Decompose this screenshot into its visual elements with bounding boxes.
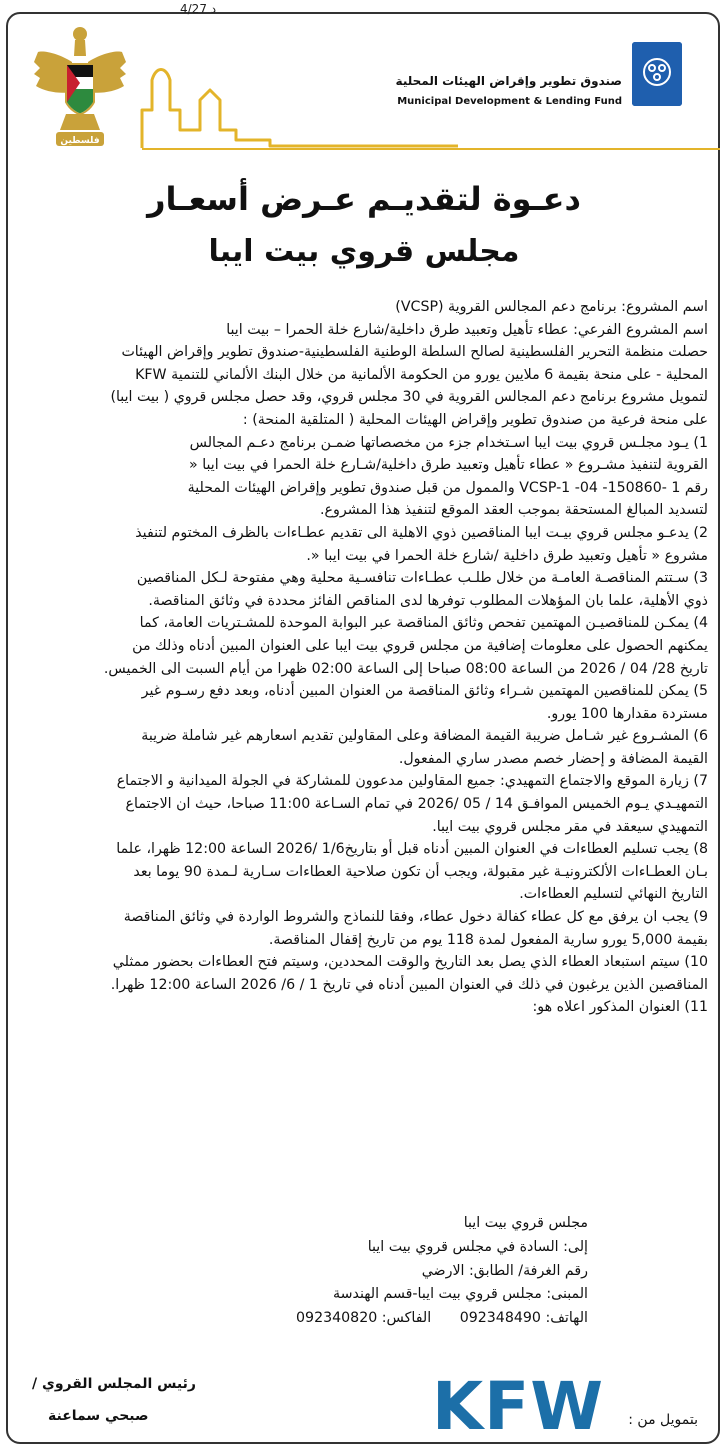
body-line: 7) زيارة الموقع والاجتماع التمهيدي: جميع المقاولين مدعوون للمشاركة في الجولة الميدانية و الاجتماع bbox=[116, 773, 708, 790]
body-line: على منحة فرعية من صندوق تطوير وإقراض الهيئات المحلية ( المتلقية المنحة) : bbox=[242, 411, 708, 428]
body-line: 1) يـود مجلـس قروي بيت ايبا اسـتخدام جزء من مخصصاتها ضمـن برنامج دعـم المجالس bbox=[189, 434, 708, 451]
body-line: يمكنهم الحصول على معلومات إضافية من مجلس قروي بيت ايبا على العنوان المبين أدناه وذلك من bbox=[132, 637, 708, 654]
body-line: بقيمة 5,000 يورو سارية المفعول لمدة 118 يوم من تاريخ إقفال المناقصة. bbox=[268, 931, 708, 948]
body-line: 8) يجب تسليم العطاءات في العنوان المبين أدناه قبل أو بتاريخ1/6 /2026 الساعة 12:00 ظهرا، علما bbox=[116, 841, 708, 858]
body-line: 2) يدعـو مجلس قروي بيـت ايبا المناقصين ذوي الاهلية الى تقديم عطـاءات بالظرف المختوم لتنفيذ bbox=[135, 524, 708, 541]
body-line: 9) يجب ان يرفق مع كل عطاء كفالة دخول عطاء، وفقا للنماذج والشروط الواردة في وثائق المناقصة bbox=[123, 909, 708, 926]
body-line: مستردة مقدارها 100 يورو. bbox=[546, 705, 708, 722]
body-line: القيمة المضافة و إحضار خصم مصدر ساري المفعول. bbox=[398, 750, 708, 767]
signature-name: صبحي سماعنة bbox=[48, 1408, 149, 1424]
body-line: 4) يمكـن للمناقصيـن المهتمين تفحص وثائق المناقصة عبر البوابة الموحدة للمشـتريات العامة، كما bbox=[139, 615, 708, 632]
address-block bbox=[272, 1212, 588, 1331]
address-line: إلى: السادة في مجلس قروي بيت ايبا bbox=[367, 1238, 588, 1255]
contact-row bbox=[272, 1307, 588, 1331]
kfw-logo: KFW bbox=[432, 1368, 605, 1445]
body-line: لتسديد المبالغ المستحقة بموجب العقد الموقع لتنفيذ هذا المشروع. bbox=[320, 502, 708, 519]
body-line: بـان العطـاءات الألكترونيـة غير مقبولة، ويجب أن تكون صلاحية العطاءات سـارية لـمدة 90 يوما بعد bbox=[133, 863, 708, 880]
address-line: مجلس قروي بيت ايبا bbox=[463, 1215, 588, 1231]
page-subtitle: مجلس قروي بيت ايبا bbox=[208, 234, 520, 269]
emblem-label: فلسطين bbox=[60, 136, 100, 146]
body-line: 11) العنوان المذكور اعلاه هو: bbox=[532, 999, 708, 1016]
fund-name-arabic: صندوق تطوير وإقراض الهيئات المحلية bbox=[395, 74, 622, 88]
body-line: ذوي الأهلية، علما بان المؤهلات المطلوب توفرها لدى المناقص الفائز محددة في وثائق المناقصة. bbox=[148, 592, 708, 609]
announcement-body bbox=[36, 296, 708, 1019]
signature-title: رئيس المجلس القروي / bbox=[32, 1376, 196, 1392]
body-line: القروية لتنفيذ مشـروع « عطاء تأهيل وتعبيد طرق داخلية/شـارع خلة الحمرا في بيت ايبا « bbox=[189, 457, 708, 474]
page-title: دعـوة لتقديـم عـرض أسعـار bbox=[147, 180, 581, 218]
body-line: 3) سـتتم المناقصـة العامـة من خلال طلـب عطـاءات تنافسـية محلية وهي مفتوحة لـكل المناقصين bbox=[136, 570, 708, 587]
fund-logo-icon bbox=[632, 42, 682, 106]
funded-by-label: بتمويل من : bbox=[628, 1412, 698, 1428]
body-line: 6) المشـروع غير شـامل ضريبة القيمة المضافة وعلى المقاولين تقديم اسعارهم غير شاملة ضريبة bbox=[141, 728, 708, 745]
body-line: اسم المشروع: برنامج دعم المجالس القروية (VCSP) bbox=[395, 299, 708, 315]
reference-number: 4/27 د bbox=[180, 2, 217, 16]
body-line: التاريخ النهائي لتسليم العطاءات. bbox=[519, 886, 708, 903]
palestine-eagle-emblem bbox=[30, 22, 130, 150]
header-rule bbox=[142, 148, 720, 150]
body-line: 5) يمكن للمناقصين المهتمين شـراء وثائق المناقصة من العنوان المبين أدناه، وبعد دفع رسـوم غير bbox=[141, 683, 708, 700]
body-line: المناقصين الذين يرغبون في ذلك في العنوان المبين أدناه في تاريخ 1 / 6/ 2026 الساعة 12:00 ظهرا. bbox=[110, 976, 708, 993]
body-line: مشروع « تأهيل وتعبيد طرق داخلية /شارع خلة الحمرا في بيت ايبا «. bbox=[306, 547, 708, 564]
body-line: رقم 1 -150860- 04- VCSP-1 والممول من قبل صندوق تطوير وإقراض الهيئات المحلية bbox=[187, 479, 708, 496]
body-line: لتمويل مشروع برنامج دعم المجالس القروية في 30 مجلس قروي، وقد حصل مجلس قروي ( بيت ايبا) bbox=[110, 389, 708, 406]
body-line: اسم المشروع الفرعي: عطاء تأهيل وتعبيد طرق داخلية/شارع خلة الحمرا – بيت ايبا bbox=[226, 321, 708, 338]
fund-name-english: Municipal Development & Lending Fund bbox=[397, 96, 622, 107]
body-line: التمهيـدي يـوم الخميس الموافـق 14 / 05 /2026 في تمام السـاعة 11:00 صباحا، حيث ان الاجتماع bbox=[125, 796, 708, 813]
address-line: المبنى: مجلس قروي بيت ايبا-قسم الهندسة bbox=[333, 1286, 588, 1303]
body-line: تاريخ 28/ 04 / 2026 من الساعة 08:00 صباحا إلى الساعة 02:00 ظهرا من أيام السبت الى الخميس. bbox=[103, 660, 708, 677]
phone-number: الهاتف: 092348490 bbox=[459, 1310, 588, 1327]
body-line: حصلت منظمة التحرير الفلسطينية لصالح السلطة الوطنية الفلسطينية-صندوق تطوير وإقراض الهيئات bbox=[121, 344, 708, 361]
body-line: 10) سيتم استبعاد العطاء الذي يصل بعد التاريخ والوقت المحددين، وسيتم فتح العطاءات بحضور ممثلي bbox=[112, 954, 708, 971]
body-line: التمهيدي سيعقد في مقر مجلس قروي بيت ايبا. bbox=[432, 818, 708, 835]
body-line: المحلية - على منحة بقيمة 6 ملايين يورو من الحكومة الألمانية من خلال البنك الألماني للتنمية KFW bbox=[135, 366, 708, 383]
address-line: رقم الغرفة/ الطابق: الارضي bbox=[421, 1262, 588, 1279]
fax-number: الفاكس: 092340820 bbox=[296, 1310, 432, 1327]
